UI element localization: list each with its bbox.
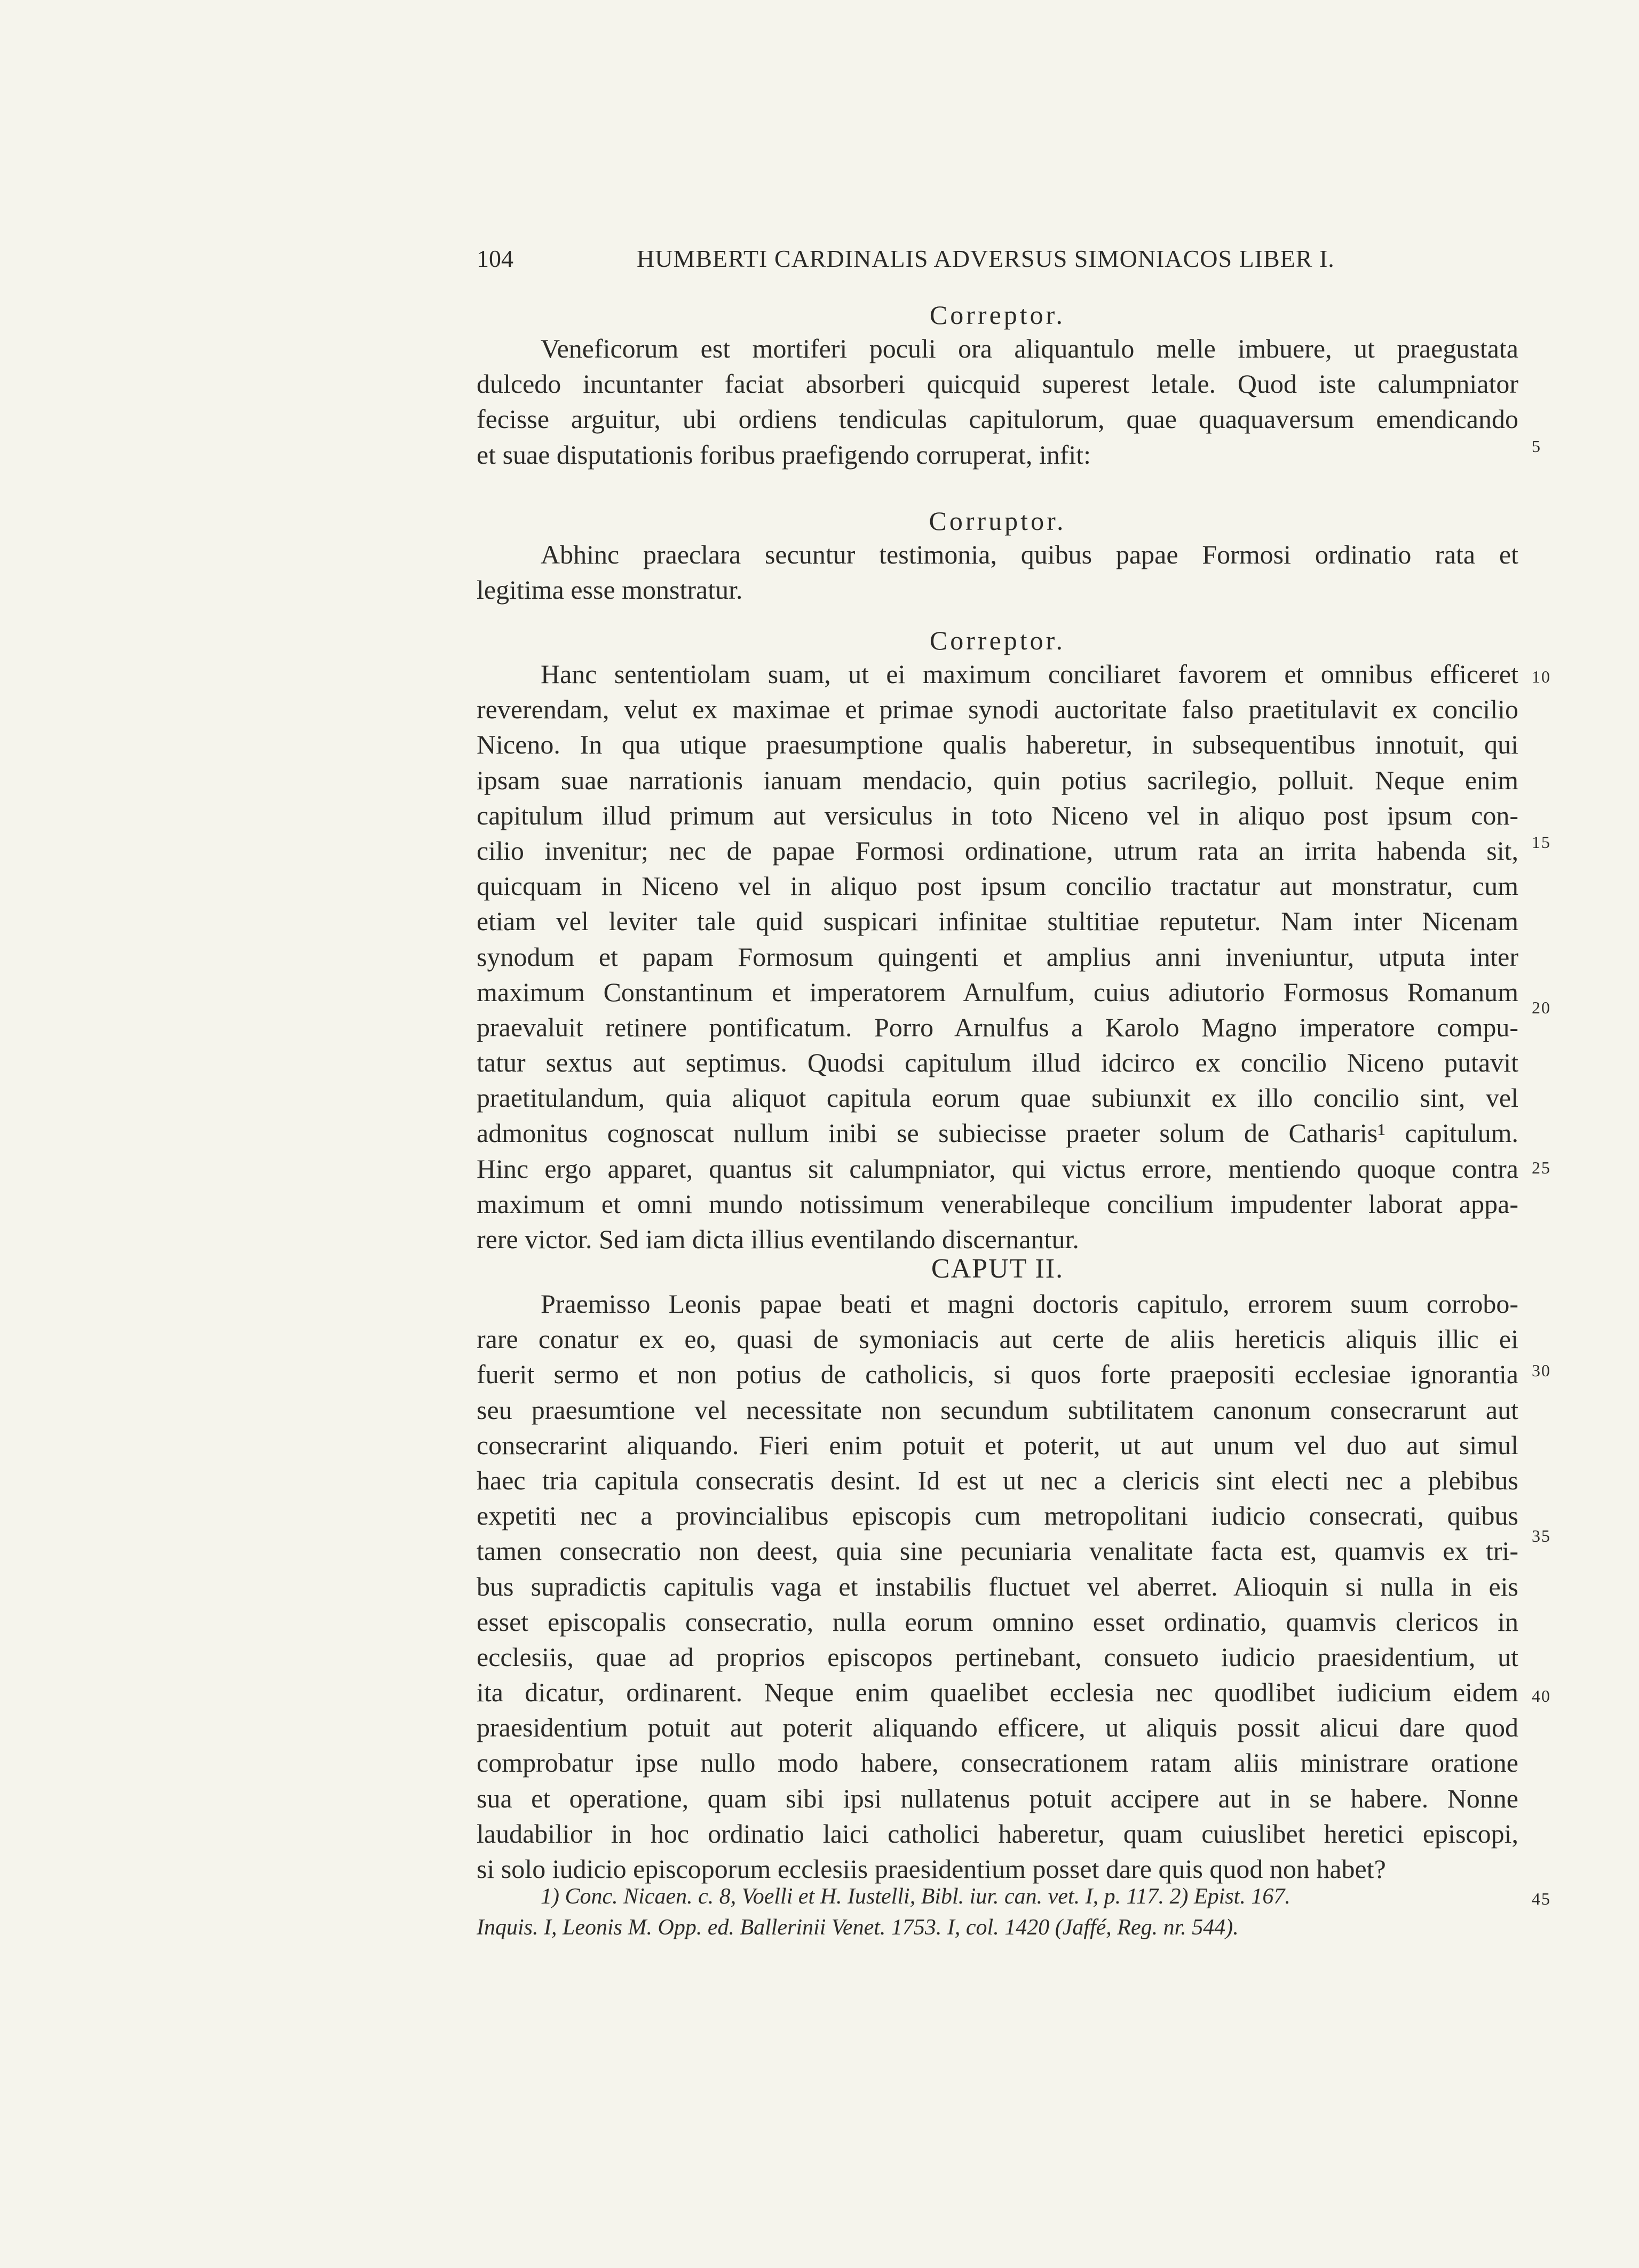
text-line: sua et operatione, quam sibi ipsi nullatenus potuit accipere aut in se habere. Nonne	[477, 1783, 1518, 1813]
text-line: praesidentium potuit aut poterit aliquando efficere, ut aliquis possit alicui dare quod	[477, 1712, 1518, 1743]
section-caput-ii	[477, 1252, 1518, 1886]
text-line: praetitulandum, quia aliquot capitula eorum quae subiunxit ex illo concilio sint, vel	[477, 1083, 1518, 1113]
footnote-line: 1) Conc. Nicaen. c. 8, Voelli et H. Iustelli, Bibl. iur. can. vet. I, p. 117. 2) Epist. 167.	[541, 1884, 1290, 1909]
text-line: maximum Constantinum et imperatorem Arnulfum, cuius adiutorio Formosus Romanum	[477, 977, 1518, 1007]
text-line: Hanc sententiolam suam, ut ei maximum conciliaret favorem et omnibus efficeret	[541, 659, 1518, 689]
section-correptor-1	[477, 299, 1518, 472]
text-line: ipsam suae narrationis ianuam mendacio, quin potius sacrilegio, polluit. Neque enim	[477, 765, 1518, 795]
running-header	[477, 244, 1533, 282]
running-title: HUMBERTI CARDINALIS ADVERSUS SIMONIACOS LIBER I.	[637, 245, 1335, 272]
chapter-heading: CAPUT II.	[931, 1254, 1064, 1284]
text-line: seu praesumtione vel necessitate non secundum subtilitatem canonum consecrarunt aut	[477, 1394, 1518, 1425]
text-line: tatur sextus aut septimus. Quodsi capitulum illud idcirco ex concilio Niceno putavit	[477, 1048, 1518, 1078]
text-line: maximum et omni mundo notissimum venerabileque concilium impudenter laborat appa-	[477, 1188, 1518, 1219]
text-line: legitima esse monstratur.	[477, 575, 743, 605]
text-line: Praemisso Leonis papae beati et magni doctoris capitulo, errorem suum corrobo-	[541, 1289, 1518, 1319]
text-line: praevaluit retinere pontificatum. Porro Arnulfus a Karolo Magno imperatore compu-	[477, 1012, 1518, 1042]
line-number: 25	[1532, 1158, 1551, 1177]
text-line: tamen consecratio non deest, quia sine pecuniaria venalitate facta est, quamvis ex tri-	[477, 1536, 1518, 1566]
text-line: et suae disputationis foribus praefigendo corruperat, infit:	[477, 439, 1091, 470]
line-number: 45	[1532, 1889, 1551, 1908]
line-number: 30	[1532, 1361, 1551, 1380]
line-number: 15	[1532, 832, 1551, 852]
text-line: bus supradictis capitulis vaga et instabilis fluctuet vel aberret. Alioquin si nulla in eis	[477, 1571, 1518, 1601]
text-line: esset episcopalis consecratio, nulla eorum omnino esset ordinatio, quamvis clericos in	[477, 1606, 1518, 1637]
text-line: consecrarint aliquando. Fieri enim potuit et poterit, ut aut unum vel duo aut simul	[477, 1430, 1518, 1460]
text-line: synodum et papam Formosum quingenti et amplius anni inveniuntur, utputa inter	[477, 941, 1518, 972]
text-line: dulcedo incuntanter faciat absorberi quicquid superest letale. Quod iste calumpniator	[477, 369, 1518, 399]
text-line: si solo iudicio episcoporum ecclesiis praesidentium posset dare quis quod non habet?	[477, 1854, 1386, 1884]
text-line: laudabilior in hoc ordinatio laici catholici haberetur, quam cuiuslibet heretici episcopi,	[477, 1818, 1518, 1849]
text-line: Abhinc praeclara secuntur testimonia, quibus papae Formosi ordinatio rata et	[541, 540, 1518, 569]
text-line: reverendam, velut ex maximae et primae synodi auctoritate falso praetitulavit ex concilio	[477, 694, 1518, 725]
text-line: Veneficorum est mortiferi poculi ora aliquantulo melle imbuere, ut praegustata	[541, 334, 1518, 363]
text-line: cilio invenitur; nec de papae Formosi ordinatione, utrum rata an irrita habenda sit,	[477, 835, 1518, 866]
text-line: ita dicatur, ordinarent. Neque enim quaelibet ecclesia nec quodlibet iudicium eidem	[477, 1677, 1518, 1708]
speaker-heading: Correptor.	[929, 300, 1066, 330]
section-corruptor	[477, 505, 1518, 607]
section-correptor-2	[477, 624, 1518, 1257]
text-line: expetiti nec a provincialibus episcopis cum metropolitani iudicio consecrati, quibus	[477, 1501, 1518, 1531]
footnotes	[477, 1881, 1518, 1943]
line-number: 20	[1532, 998, 1551, 1017]
footnote-line: Inquis. I, Leonis M. Opp. ed. Ballerinii Venet. 1753. I, col. 1420 (Jaffé, Reg. nr. 544).	[477, 1915, 1239, 1940]
text-line: etiam vel leviter tale quid suspicari infinitae stultitiae reputetur. Nam inter Nicenam	[477, 906, 1518, 937]
text-line: comprobatur ipse nullo modo habere, consecrationem ratam aliis ministrare oratione	[477, 1748, 1518, 1778]
text-line: Niceno. In qua utique praesumptione qualis haberetur, in subsequentibus innotuit, qui	[477, 729, 1518, 760]
text-line: fuerit sermo et non potius de catholicis, si quos forte praepositi ecclesiae ignorantia	[477, 1359, 1518, 1390]
text-line: haec tria capitula consecratis desint. Id est ut nec a clericis sint electi nec a plebibus	[477, 1465, 1518, 1495]
speaker-heading: Corruptor.	[929, 506, 1066, 536]
text-line: rere victor. Sed iam dicta illius eventilando discernantur.	[477, 1224, 1079, 1254]
speaker-heading: Correptor.	[929, 625, 1066, 655]
line-number: 40	[1532, 1686, 1551, 1706]
text-line: fecisse arguitur, ubi ordiens tendiculas capitulorum, quae quaquaversum emendicando	[477, 404, 1518, 434]
line-number: 5	[1532, 437, 1541, 456]
text-line: ecclesiis, quae ad proprios episcopos pertinebant, consueto iudicio praesidentium, ut	[477, 1641, 1518, 1672]
text-line: Hinc ergo apparet, quantus sit calumpniator, qui victus errore, mentiendo quoque contra	[477, 1153, 1518, 1184]
line-number: 10	[1532, 667, 1551, 686]
text-line: admonitus cognoscat nullum inibi se subiecisse praeter solum de Catharis¹ capitulum.	[477, 1118, 1518, 1148]
text-line: capitulum illud primum aut versiculus in toto Niceno vel in aliquo post ipsum con-	[477, 800, 1518, 830]
page-number: 104	[477, 245, 513, 272]
text-line: rare conatur ex eo, quasi de symoniacis aut certe de aliis hereticis aliquis illic ei	[477, 1324, 1518, 1354]
line-number: 35	[1532, 1526, 1551, 1545]
text-line: quicquam in Niceno vel in aliquo post ipsum concilio tractatur aut monstratur, cum	[477, 871, 1518, 901]
